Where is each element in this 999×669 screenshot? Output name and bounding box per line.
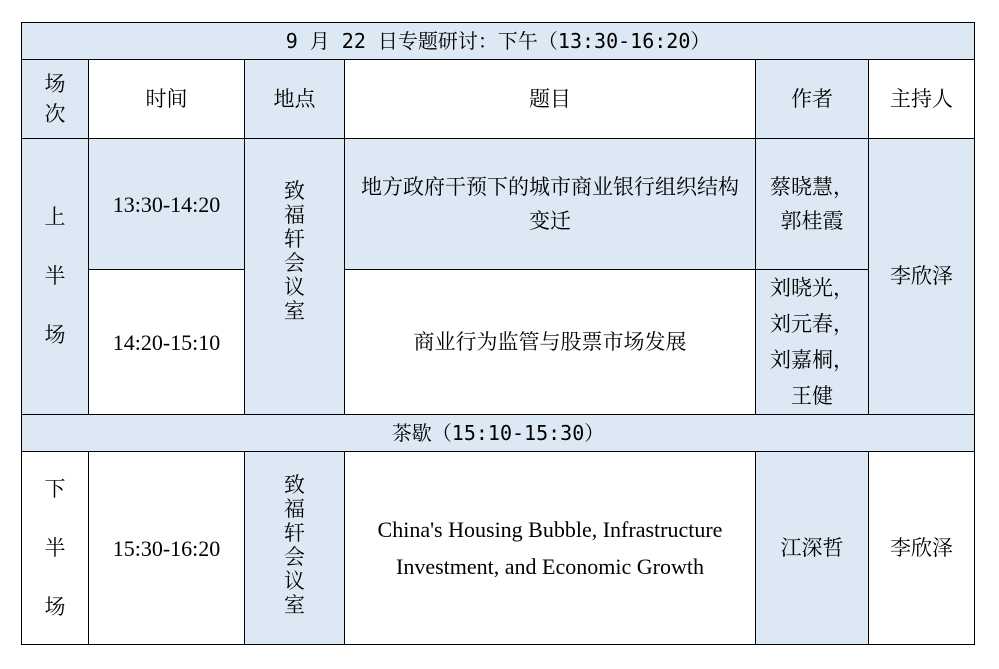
second-half-authors-1: 江深哲: [756, 452, 869, 645]
tea-break-label: 茶歇（15:10-15:30）: [22, 415, 975, 452]
column-header-topic: 题目: [345, 60, 756, 139]
schedule-title: 9 月 22 日专题研讨：下午（13:30-16:20）: [22, 23, 975, 60]
column-header-time: 时间: [89, 60, 245, 139]
column-header-session: 场次: [22, 60, 89, 139]
table-row: [22, 139, 975, 270]
first-half-host: 李欣泽: [869, 139, 975, 415]
table-row: [22, 270, 975, 415]
title-row: [22, 23, 975, 60]
first-half-time-2: 14:20-15:10: [89, 270, 245, 415]
first-half-topic-1: 地方政府干预下的城市商业银行组织结构变迁: [345, 139, 756, 270]
first-half-authors-1: 蔡晓慧，郭桂霞: [756, 139, 869, 270]
second-half-host: 李欣泽: [869, 452, 975, 645]
second-half-topic-1: China's Housing Bubble, Infrastructure Investment, and Economic Growth: [345, 452, 756, 645]
column-header-row: [22, 60, 975, 139]
column-header-venue: 地点: [245, 60, 345, 139]
first-half-session-label: 上半场: [22, 139, 89, 415]
schedule-table: [21, 22, 975, 645]
column-header-host: 主持人: [869, 60, 975, 139]
second-half-venue: 致福轩会议室: [245, 452, 345, 645]
second-half-time-1: 15:30-16:20: [89, 452, 245, 645]
first-half-venue: 致福轩会议室: [245, 139, 345, 415]
schedule-sheet: [21, 22, 975, 645]
second-half-session-label: 下半场: [22, 452, 89, 645]
column-header-author: 作者: [756, 60, 869, 139]
first-half-authors-2: 刘晓光，刘元春，刘嘉桐，王健: [756, 270, 869, 415]
first-half-time-1: 13:30-14:20: [89, 139, 245, 270]
break-row: [22, 415, 975, 452]
table-row: [22, 452, 975, 645]
first-half-topic-2: 商业行为监管与股票市场发展: [345, 270, 756, 415]
